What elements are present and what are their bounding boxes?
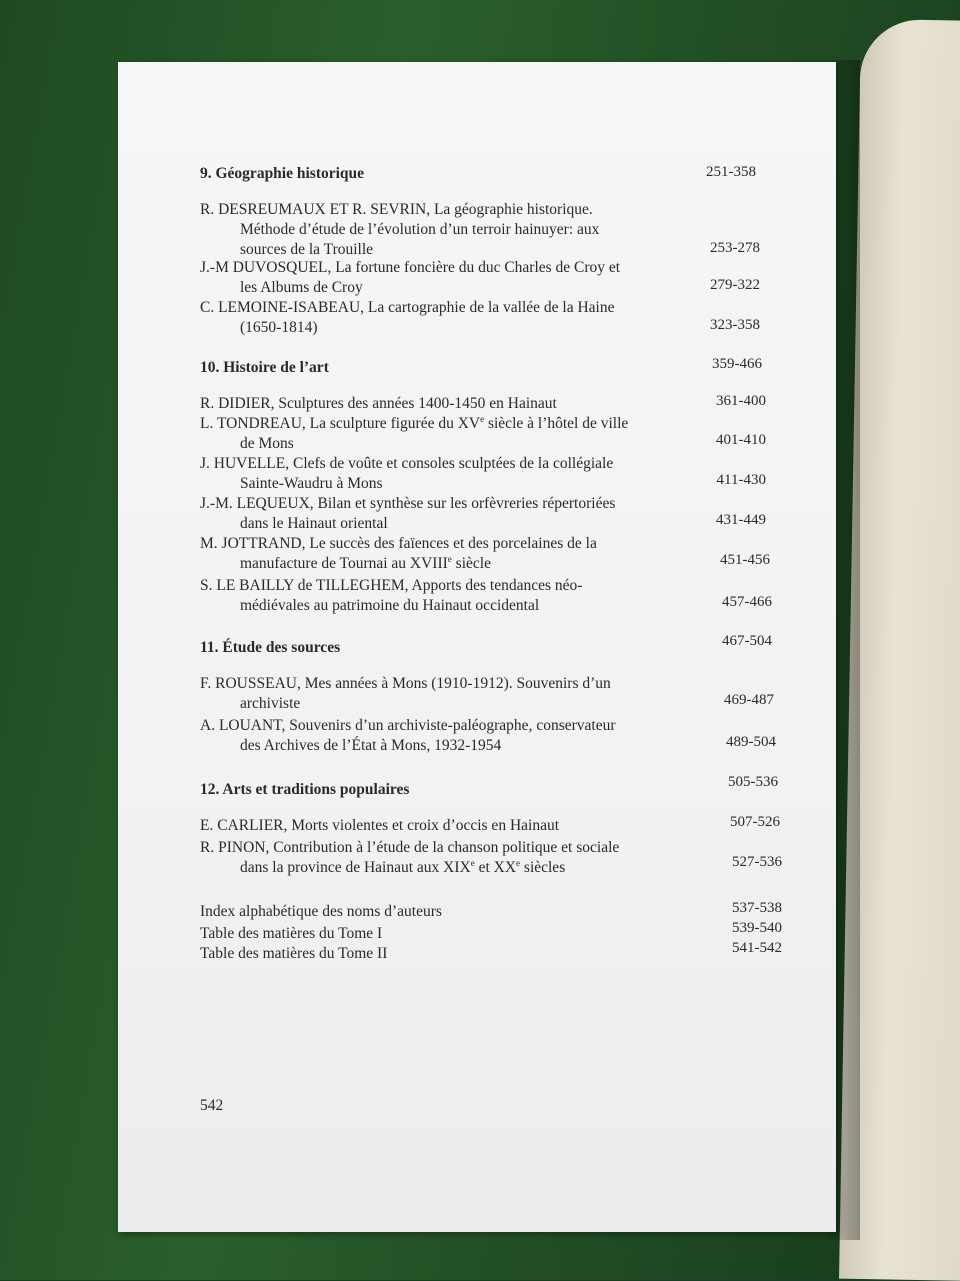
- entry-pages: 469-487: [724, 692, 774, 708]
- entry-pages: 451-456: [720, 552, 770, 568]
- entry-pages: 361-400: [716, 393, 766, 409]
- entry-line: F. ROUSSEAU, Mes années à Mons (1910-1912). Souvenirs d’un: [200, 675, 611, 692]
- appendix-pages: 537-538: [732, 900, 782, 916]
- entry-line: J.-M DUVOSQUEL, La fortune foncière du duc Charles de Croy et: [200, 259, 621, 276]
- entry-line: C. LEMOINE-ISABEAU, La cartographie de la vallée de la Haine: [200, 299, 615, 316]
- entry-pages: 527-536: [732, 854, 782, 870]
- entry-line: L. TONDREAU, La sculpture figurée du XVe siècle à l’hôtel de ville: [200, 414, 629, 432]
- entry-line: R. PINON, Contribution à l’étude de la chanson politique et sociale: [200, 839, 620, 856]
- entry-line: J. HUVELLE, Clefs de voûte et consoles sculptées de la collégiale: [200, 455, 614, 472]
- entry-line: S. LE BAILLY de TILLEGHEM, Apports des tendances néo-: [200, 577, 583, 594]
- entry-line: M. JOTTRAND, Le succès des faïences et des porcelaines de la: [200, 535, 597, 552]
- entry-pages: 279-322: [710, 277, 760, 293]
- section-heading: 10. Histoire de l’art: [200, 359, 329, 376]
- entry-line: Méthode d’étude de l’évolution d’un terroir hainuyer: aux: [240, 221, 600, 238]
- entry-line: des Archives de l’État à Mons, 1932-1954: [240, 737, 502, 754]
- entry-line: E. CARLIER, Morts violentes et croix d’occis en Hainaut: [200, 817, 560, 834]
- appendix-label: Table des matières du Tome I: [200, 925, 383, 942]
- section-heading: 11. Étude des sources: [200, 639, 341, 656]
- entry-pages: 401-410: [716, 432, 766, 448]
- section-pages: 467-504: [722, 633, 772, 649]
- section-heading: 12. Arts et traditions populaires: [200, 781, 410, 798]
- entry-pages: 489-504: [726, 734, 776, 750]
- entry-pages: 507-526: [730, 814, 780, 830]
- entry-line: dans la province de Hainaut aux XIXe et XXe siècles: [240, 858, 566, 876]
- page-number: 542: [200, 1097, 224, 1114]
- section-pages: 505-536: [728, 774, 778, 790]
- entry-pages: 457-466: [722, 594, 772, 610]
- entry-pages: 253-278: [710, 240, 760, 256]
- entry-pages: 323-358: [710, 317, 760, 333]
- entry-line: de Mons: [240, 435, 294, 452]
- entry-line: (1650-1814): [240, 319, 318, 336]
- entry-line: les Albums de Croy: [240, 279, 363, 296]
- entry-pages: 411-430: [716, 472, 766, 488]
- entry-line: médiévales au patrimoine du Hainaut occidental: [240, 597, 540, 614]
- section-pages: 359-466: [712, 356, 762, 372]
- entry-line: J.-M. LEQUEUX, Bilan et synthèse sur les orfèvreries répertoriées: [200, 495, 616, 512]
- entry-line: R. DIDIER, Sculptures des années 1400-1450 en Hainaut: [200, 395, 557, 412]
- entry-line: dans le Hainaut oriental: [240, 515, 388, 532]
- entry-line: archiviste: [240, 695, 301, 712]
- entry-pages: 431-449: [716, 512, 766, 528]
- section-pages: 251-358: [706, 164, 756, 180]
- entry-line: Sainte-Waudru à Mons: [240, 475, 383, 492]
- appendix-pages: 541-542: [732, 940, 782, 956]
- entry-line: manufacture de Tournai au XVIIIe siècle: [240, 554, 491, 572]
- entry-line: A. LOUANT, Souvenirs d’un archiviste-paléographe, conservateur: [200, 717, 616, 734]
- appendix-label: Table des matières du Tome II: [200, 945, 388, 962]
- appendix-pages: 539-540: [732, 920, 782, 936]
- appendix-label: Index alphabétique des noms d’auteurs: [200, 903, 442, 920]
- section-heading: 9. Géographie historique: [200, 165, 365, 182]
- entry-line: sources de la Trouille: [240, 241, 374, 258]
- entry-line: R. DESREUMAUX ET R. SEVRIN, La géographie historique.: [200, 201, 593, 218]
